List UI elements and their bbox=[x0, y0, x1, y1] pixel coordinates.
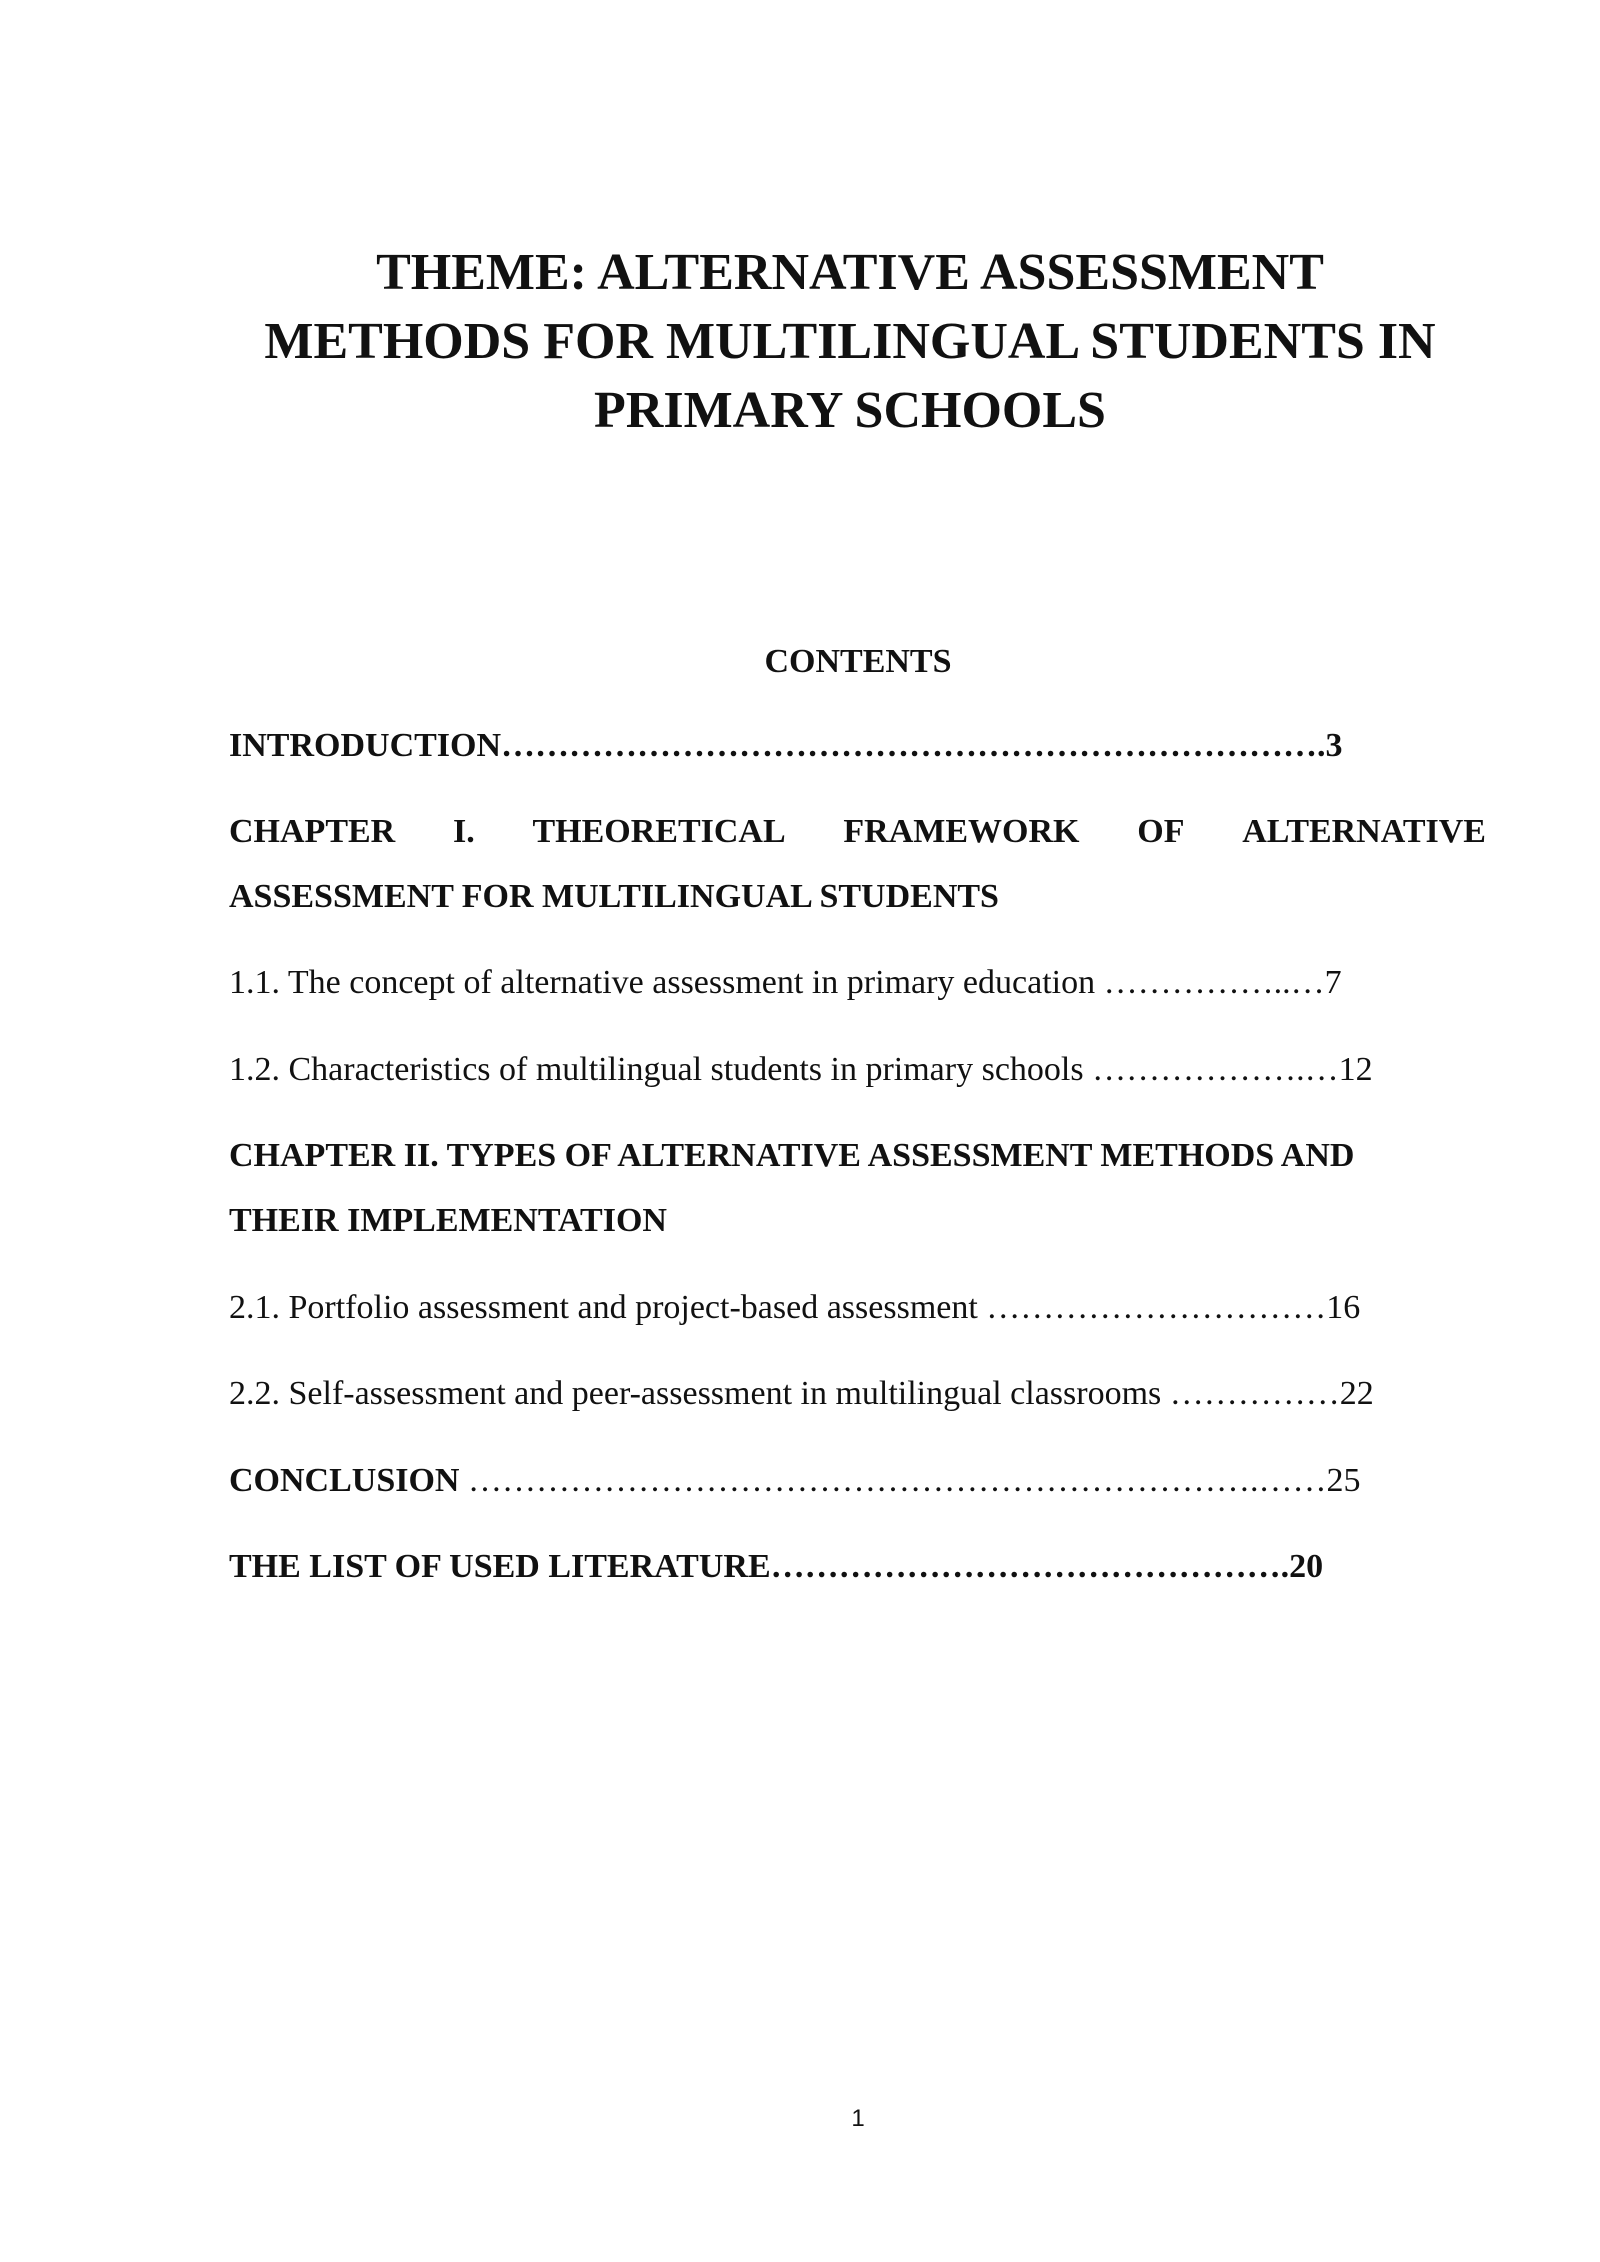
toc-chapter-1-line-2: ASSESSMENT FOR MULTILINGUAL STUDENTS bbox=[229, 878, 999, 915]
toc-conclusion-label: CONCLUSION bbox=[229, 1462, 460, 1499]
toc-section-2-2: 2.2. Self-assessment and peer-assessment in multilingual classrooms ……………22 bbox=[229, 1375, 1374, 1412]
title-line-1: THEME: ALTERNATIVE ASSESSMENT bbox=[376, 244, 1324, 301]
toc-chapter-1-word: OF bbox=[1137, 813, 1185, 850]
contents-heading: CONTENTS bbox=[764, 643, 952, 680]
toc-introduction: INTRODUCTION……………………………………………………………….3 bbox=[229, 727, 1343, 764]
title-line-3: PRIMARY SCHOOLS bbox=[594, 382, 1106, 439]
page-number: 1 bbox=[851, 2105, 865, 2132]
toc-chapter-1-word: I. bbox=[452, 813, 475, 850]
toc-section-1-1: 1.1. The concept of alternative assessment in primary education ……………..…7 bbox=[229, 964, 1342, 1001]
toc-chapter-2-line-2: THEIR IMPLEMENTATION bbox=[229, 1202, 667, 1239]
toc-chapter-1-word: THEORETICAL bbox=[532, 813, 786, 850]
toc-chapter-2-line-1: CHAPTER II. TYPES OF ALTERNATIVE ASSESSMENT METHODS AND bbox=[229, 1137, 1355, 1174]
toc-chapter-1-word: CHAPTER bbox=[229, 813, 396, 850]
toc-conclusion-dots: …………………………………………………………….……25 bbox=[459, 1462, 1361, 1499]
toc-chapter-1-word: ALTERNATIVE bbox=[1242, 813, 1486, 850]
toc-chapter-1-line-1 bbox=[229, 810, 1486, 854]
toc-conclusion bbox=[229, 1459, 1360, 1503]
toc-literature: THE LIST OF USED LITERATURE……………………………………….20 bbox=[229, 1548, 1324, 1585]
toc-section-1-2: 1.2. Characteristics of multilingual students in primary schools ……………….…12 bbox=[229, 1051, 1373, 1088]
toc-section-2-1: 2.1. Portfolio assessment and project-based assessment …………………………16 bbox=[229, 1289, 1361, 1326]
document-title bbox=[200, 238, 1500, 445]
toc-chapter-1-word: FRAMEWORK bbox=[843, 813, 1080, 850]
title-line-2: METHODS FOR MULTILINGUAL STUDENTS IN bbox=[264, 313, 1436, 370]
